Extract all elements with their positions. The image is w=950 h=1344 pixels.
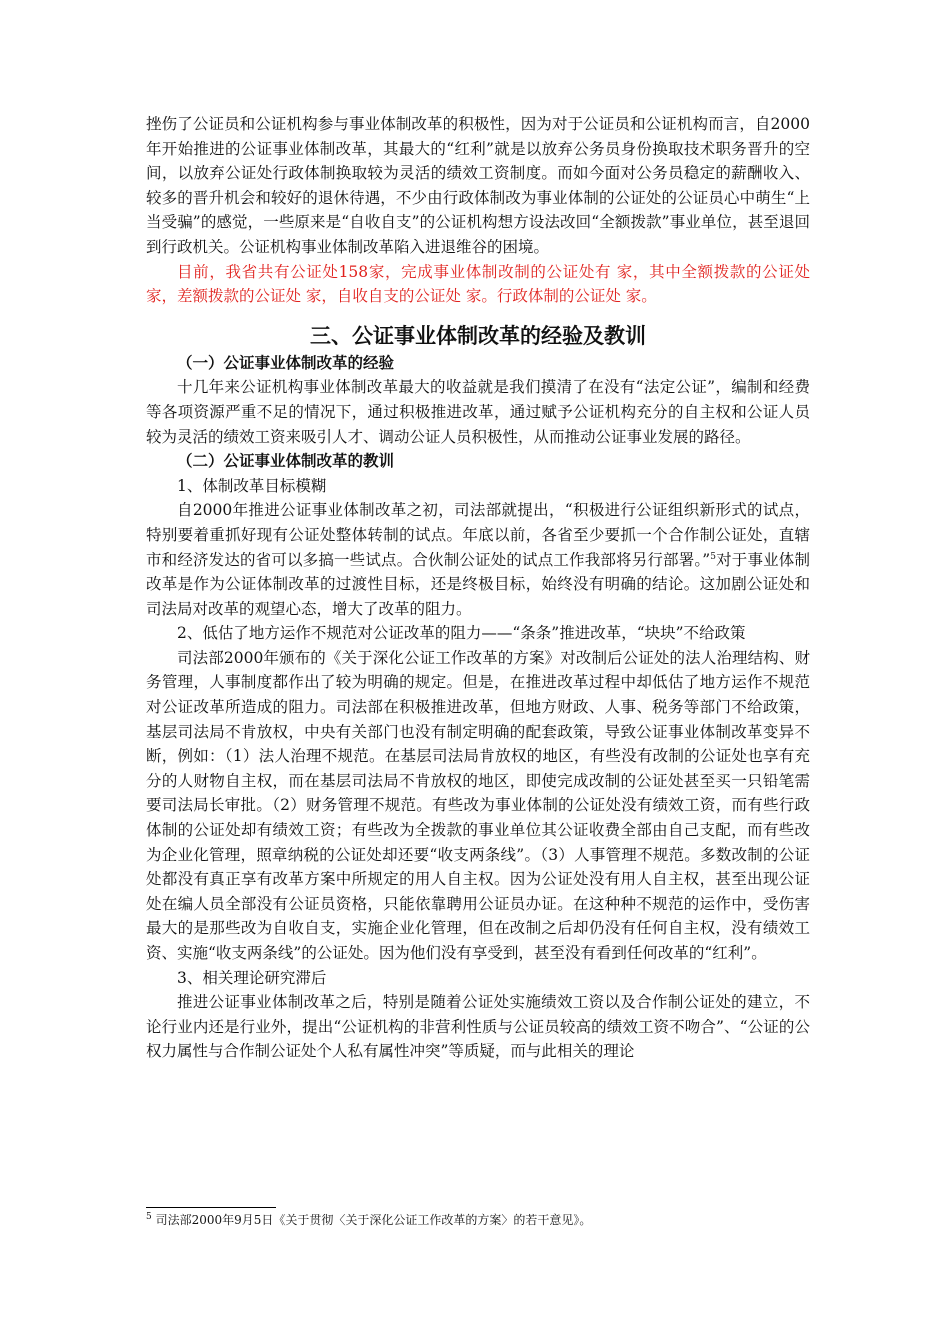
paragraph-lesson-1-b: 对于事业体制改革是作为公证体制改革的过渡性目标，还是终极目标，始终没有明确的结论。这加剧公证处和司法局对改革的观望心态，增大了改革的阻力。 (146, 550, 810, 618)
document-body (146, 112, 810, 1064)
footnote (146, 1211, 810, 1229)
subheading-lessons: （二）公证事业体制改革的教训 (177, 452, 395, 471)
paragraph-lesson-3: 推进公证事业体制改革之后，特别是随着公证处实施绩效工资以及合作制公证处的建立，不论行业内还是行业外，提出“公证机构的非营利性质与公证员较高的绩效工资不吻合”、“公证的公权力属性与合作制公证处个人私有属性冲突”等质疑，而与此相关的理论 (146, 993, 810, 1061)
lesson-item-2: 2、低估了地方运作不规范对公证改革的阻力——“条条”推进改革，“块块”不给政策 (177, 624, 746, 643)
footnote-reference: 5 (710, 551, 716, 562)
paragraph-experience: 十几年来公证机构事业体制改革最大的收益就是我们摸清了在没有“法定公证”，编制和经费等各项资源严重不足的情况下，通过积极推进改革，通过赋予公证机构充分的自主权和公证人员较为灵活的绩效工资来吸引人才、调动公证人员积极性，从而推动公证事业发展的路径。 (146, 378, 810, 446)
lesson-item-3: 3、相关理论研究滞后 (177, 968, 327, 987)
paragraph-statistics: 目前，我省共有公证处158家，完成事业体制改制的公证处有 家，其中全额拨款的公证处 家，差额拨款的公证处 家，自收自支的公证处 家。行政体制的公证处 家。 (146, 262, 810, 306)
section-title: 三、公证事业体制改革的经验及教训 (310, 323, 646, 348)
paragraph-lesson-2: 司法部2000年颁布的《关于深化公证工作改革的方案》对改制后公证处的法人治理结构、财务管理，人事制度都作出了较为明确的规定。但是，在推进改革过程中却低估了地方运作不规范对公证改革所造成的阻力。司法部在积极推进改革，但地方财政、人事、税务等部门不给政策，基层司法局不肯放权，中央有关部门也没有制定明确的配套政策，导致公证事业体制改革变异不断，例如：（1）法人治理不规范。在基层司法局肯放权的地区，有些没有改制的公证处也享有充分的人财物自主权，而在基层司法局不肯放权的地区，即使完成改制的公证处甚至买一只铅笔需要司法局长审批。（2）财务管理不规范。有些改为事业体制的公证处没有绩效工资，而有些行政体制的公证处却有绩效工资；有些改为全拨款的事业单位其公证收费全部由自己支配，而有些改为企业化管理，照章纳税的公证处却还要“收支两条线”。（3）人事管理不规范。多数改制的公证处都没有真正享有改革方案中所规定的用人自主权。因为公证处没有用人自主权，甚至出现公证处在编人员全部没有公证员资格，只能依靠聘用公证员办证。在这种种不规范的运作中，受伤害最大的是那些改为自收自支，实施企业化管理，但在改制之后却仍没有任何自主权，没有绩效工资、实施“收支两条线”的公证处。因为他们没有享受到，甚至没有看到任何改革的“红利”。 (146, 648, 810, 962)
lesson-item-1: 1、体制改革目标模糊 (177, 476, 327, 495)
footnote-mark: 5 (146, 1212, 152, 1222)
subheading-experience: （一）公证事业体制改革的经验 (177, 353, 395, 372)
footnote-text: 司法部2000年9月5日《关于贯彻〈关于深化公证工作改革的方案〉的若干意见》。 (155, 1213, 592, 1227)
footnote-divider (146, 1207, 276, 1208)
paragraph-lesson-1-a: 自2000年推进公证事业体制改革之初，司法部就提出，“积极进行公证组织新形式的试点，特别要着重抓好现有公证处整体转制的试点。年底以前，各省至少要抓一个合作制公证处，直辖市和经济发达的省可以多搞一些试点。合伙制公证处的试点工作我部将另行部署。” (146, 501, 810, 569)
paragraph-1: 挫伤了公证员和公证机构参与事业体制改革的积极性，因为对于公证员和公证机构而言，自2000年开始推进的公证事业体制改革，其最大的“红利”就是以放弃公务员身份换取技术职务晋升的空间，以放弃公证处行政体制换取较为灵活的绩效工资制度。而如今面对公务员稳定的薪酬收入、较多的晋升机会和较好的退休待遇，不少由行政体制改为事业体制的公证处的公证员心中萌生“上当受骗”的感觉，一些原来是“自收自支”的公证机构想方设法改回“全额拨款”事业单位，甚至退回到行政机关。公证机构事业体制改革陷入进退维谷的困境。 (146, 115, 810, 256)
paragraph-lesson-1 (146, 498, 810, 621)
